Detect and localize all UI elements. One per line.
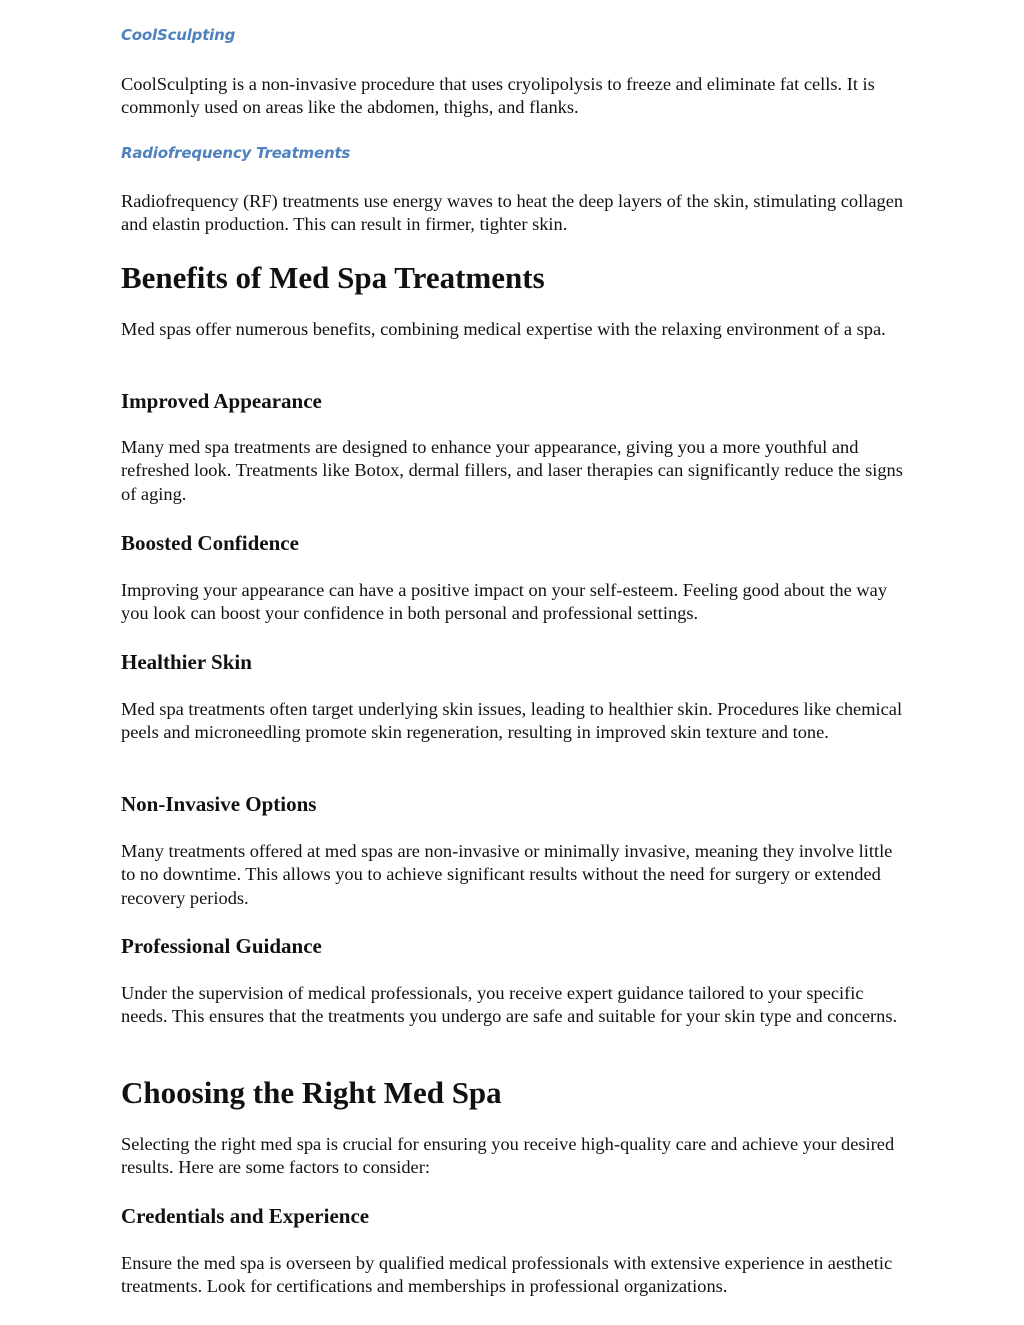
boosted-confidence-heading: Boosted Confidence (121, 531, 299, 555)
choosing-paragraph: Selecting the right med spa is crucial for ensuring you receive high-quality care and achieve your desired results. Here are some factors to consider: (121, 1134, 895, 1178)
non-invasive-heading: Non-Invasive Options (121, 792, 317, 816)
benefits-paragraph: Med spas offer numerous benefits, combining medical expertise with the relaxing environment of a spa. (121, 319, 886, 339)
healthier-skin-heading: Healthier Skin (121, 650, 252, 674)
non-invasive-paragraph: Many treatments offered at med spas are non-invasive or minimally invasive, meaning they involve little to no downtime. This allows you to achieve significant results without the need for surgery or extended recovery periods. (121, 841, 893, 908)
improved-appearance-heading: Improved Appearance (121, 389, 322, 413)
radiofrequency-paragraph: Radiofrequency (RF) treatments use energy waves to heat the deep layers of the skin, stimulating collagen and elastin production. This can result in firmer, tighter skin. (121, 191, 904, 235)
professional-guidance-heading: Professional Guidance (121, 934, 322, 958)
healthier-skin-paragraph: Med spa treatments often target underlying skin issues, leading to healthier skin. Procedures like chemical peels and microneedling promote skin regeneration, resulting in improved skin texture and tone. (121, 699, 903, 743)
coolsculpting-paragraph: CoolSculpting is a non-invasive procedure that uses cryolipolysis to freeze and eliminate fat cells. It is commonly used on areas like the abdomen, thighs, and flanks. (121, 74, 875, 118)
radiofrequency-heading: Radiofrequency Treatments (121, 144, 351, 162)
coolsculpting-heading: CoolSculpting (121, 26, 236, 44)
improved-appearance-paragraph: Many med spa treatments are designed to enhance your appearance, giving you a more youthful and refreshed look. Treatments like Botox, dermal fillers, and laser therapies can significantly reduce the signs of aging. (121, 437, 903, 504)
choosing-heading: Choosing the Right Med Spa (121, 1075, 502, 1110)
credentials-paragraph: Ensure the med spa is overseen by qualified medical professionals with extensive experience in aesthetic treatments. Look for certifications and memberships in professional organizations. (121, 1253, 893, 1297)
boosted-confidence-paragraph: Improving your appearance can have a positive impact on your self-esteem. Feeling good about the way you look can boost your confidence in both personal and professional settings. (121, 580, 888, 624)
professional-guidance-paragraph: Under the supervision of medical professionals, you receive expert guidance tailored to your specific needs. This ensures that the treatments you undergo are safe and suitable for your skin type and concerns. (121, 983, 898, 1027)
benefits-heading: Benefits of Med Spa Treatments (121, 260, 545, 295)
credentials-heading: Credentials and Experience (121, 1204, 370, 1228)
